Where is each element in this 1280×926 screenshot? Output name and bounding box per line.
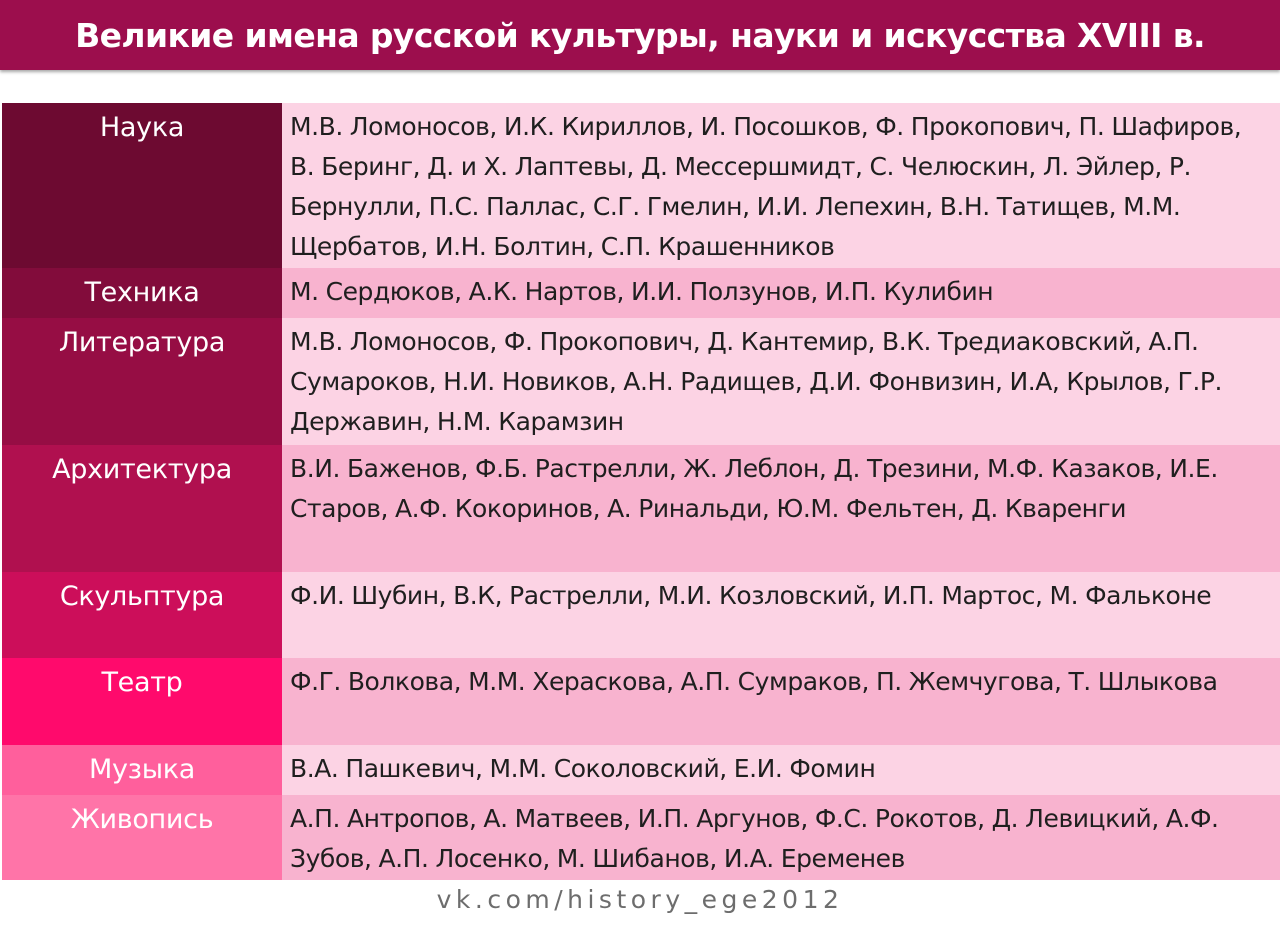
category-cell: Наука: [2, 103, 282, 268]
table-row: [2, 268, 1280, 318]
names-cell: М. Сердюков, А.К. Нартов, И.И. Ползунов, И.П. Кулибин: [282, 268, 1280, 318]
names-cell: Ф.И. Шубин, В.К, Растрелли, М.И. Козловский, И.П. Мартос, М. Фальконе: [282, 572, 1280, 658]
table-row: [2, 745, 1280, 795]
names-cell: В.А. Пашкевич, М.М. Соколовский, Е.И. Фомин: [282, 745, 1280, 795]
table-row: [2, 103, 1280, 268]
category-cell: Скульптура: [2, 572, 282, 658]
table-row: [2, 795, 1280, 880]
category-cell: Техника: [2, 268, 282, 318]
category-cell: Архитектура: [2, 445, 282, 572]
culture-table: [2, 103, 1280, 880]
footer-watermark: vk.com/history_ege2012: [436, 885, 844, 914]
category-cell: Музыка: [2, 745, 282, 795]
names-cell: А.П. Антропов, А. Матвеев, И.П. Аргунов, Ф.С. Рокотов, Д. Левицкий, А.Ф. Зубов, А.П. Лосенко, М. Шибанов, И.А. Еременев: [282, 795, 1280, 880]
page-title: Великие имена русской культуры, науки и искусства XVIII в.: [75, 15, 1205, 55]
names-cell: Ф.Г. Волкова, М.М. Хераскова, А.П. Сумраков, П. Жемчугова, Т. Шлыкова: [282, 658, 1280, 745]
table-row: [2, 445, 1280, 572]
category-cell: Театр: [2, 658, 282, 745]
names-cell: М.В. Ломоносов, И.К. Кириллов, И. Посошков, Ф. Прокопович, П. Шафиров, В. Беринг, Д. и Х. Лаптевы, Д. Мессершмидт, С. Челюскин, Л. Эйлер, Р. Бернулли, П.С. Паллас, С.Г. Гмелин, И.И. Лепехин, В.Н. Татищев, М.М. Щербатов, И.Н. Болтин, С.П. Крашенников: [282, 103, 1280, 268]
table-row: [2, 572, 1280, 658]
table-row: [2, 318, 1280, 445]
title-bar: [0, 0, 1280, 70]
category-cell: Живопись: [2, 795, 282, 880]
table-row: [2, 658, 1280, 745]
names-cell: В.И. Баженов, Ф.Б. Растрелли, Ж. Леблон, Д. Трезини, М.Ф. Казаков, И.Е. Старов, А.Ф. Кокоринов, А. Ринальди, Ю.М. Фельтен, Д. Кваренги: [282, 445, 1280, 572]
names-cell: М.В. Ломоносов, Ф. Прокопович, Д. Кантемир, В.К. Тредиаковский, А.П. Сумароков, Н.И. Новиков, А.Н. Радищев, Д.И. Фонвизин, И.А, Крылов, Г.Р. Державин, Н.М. Карамзин: [282, 318, 1280, 445]
category-cell: Литература: [2, 318, 282, 445]
